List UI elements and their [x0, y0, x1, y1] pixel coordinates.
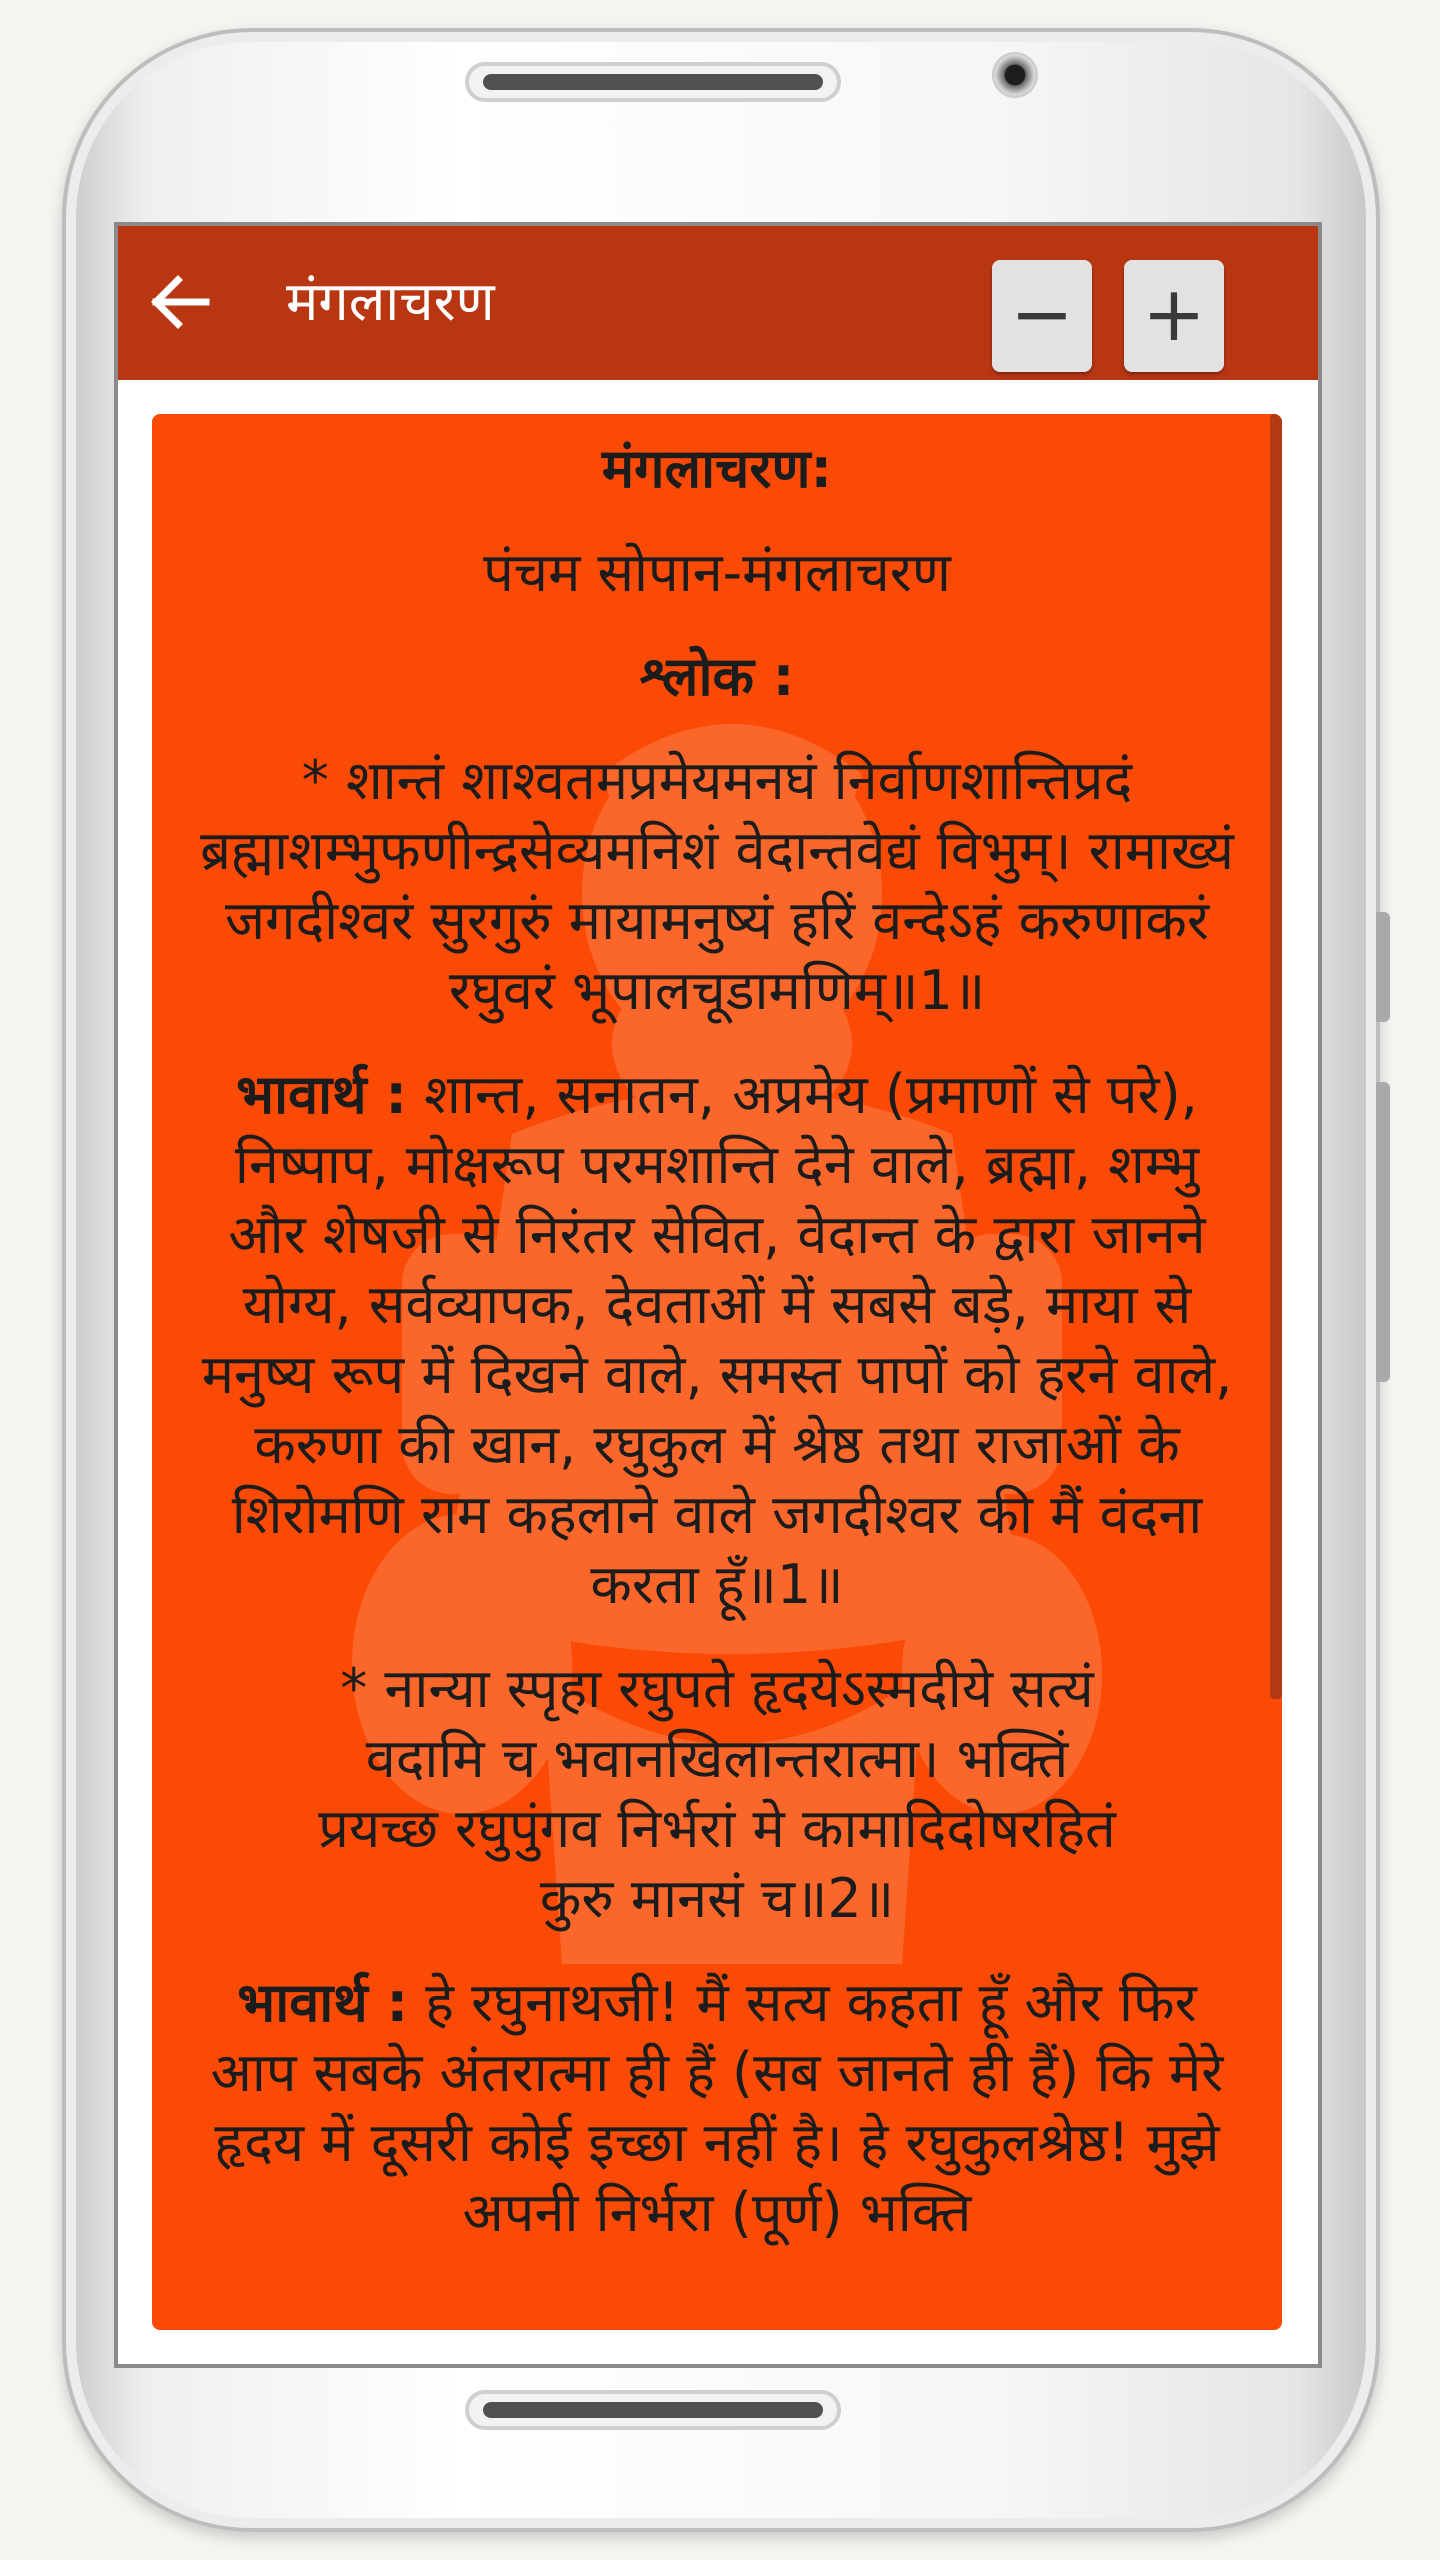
back-button[interactable] — [140, 262, 220, 342]
meaning-1 — [152, 1060, 1282, 1620]
zoom-out-button[interactable]: − — [992, 260, 1092, 372]
power-button — [1376, 1082, 1390, 1382]
app-bar — [118, 226, 1318, 380]
meaning-2 — [152, 1968, 1282, 2248]
content-subheading: पंचम सोपान-मंगलाचरण — [483, 541, 951, 604]
app-screen — [114, 222, 1322, 2368]
content-card[interactable] — [152, 414, 1282, 2330]
content-heading: मंगलाचरण: — [601, 437, 833, 500]
text-content — [152, 434, 1282, 2282]
shloka-label: श्लोक : — [639, 645, 795, 708]
zoom-in-button[interactable]: + — [1124, 260, 1224, 372]
volume-button — [1376, 912, 1390, 1022]
verse-1: * शान्तं शाश्वतमप्रमेयमनघं निर्वाणशान्तिप्रदं ब्रह्माशम्भुफणीन्द्रसेव्यमनिशं वेदान्तवेद्यं विभुम्‌। रामाख्यं जगदीश्वरं सुरगुरुं मायामनुष्यं हरिं वन्देऽहं करुणाकरं रघुवरं भूपालचूडामणिम्‌॥1॥ — [200, 749, 1234, 1022]
verse-2: * नान्या स्पृहा रघुपते हृदयेऽस्मदीये सत्यं वदामि च भवानखिलान्तरात्मा। भक्तिं प्रयच्छ रघुपुंगव निर्भरां मे कामादिदोषरहितं कुरु मानसं च॥2॥ — [318, 1657, 1116, 1930]
front-camera — [992, 52, 1038, 98]
meaning-label: भावार्थ : — [237, 1971, 409, 2034]
page-title: मंगलाचरण — [286, 270, 495, 333]
meaning-1-text: शान्त, सनातन, अप्रमेय (प्रमाणों से परे), निष्पाप, मोक्षरूप परमशान्ति देने वाले, ब्रह्मा, शम्भु और शेषजी से निरंतर सेवित, वेदान्त के द्वारा जानने योग्य, सर्वव्यापक, देवताओं में सबसे बड़े, माया से मनुष्य रूप में दिखने वाले, समस्त पापों को हरने वाले, करुणा की खान, रघुकुल में श्रेष्ठ तथा राजाओं के शिरोमणि राम कहलाने वाले जगदीश्वर की मैं वंदना करता हूँ॥1॥ — [201, 1063, 1233, 1616]
arrow-left-icon — [140, 262, 220, 342]
meaning-label: भावार्थ : — [236, 1063, 407, 1126]
bottom-speaker — [465, 2390, 841, 2430]
earpiece-speaker — [465, 62, 841, 102]
meaning-2-text: हे रघुनाथजी! मैं सत्य कहता हूँ और फिर आप सबके अंतरात्मा ही हैं (सब जानते ही हैं) कि मेरे हृदय में दूसरी कोई इच्छा नहीं है। हे रघुकुलश्रेष्ठ! मुझे अपनी निर्भरा (पूर्ण) भक्ति — [210, 1971, 1224, 2244]
